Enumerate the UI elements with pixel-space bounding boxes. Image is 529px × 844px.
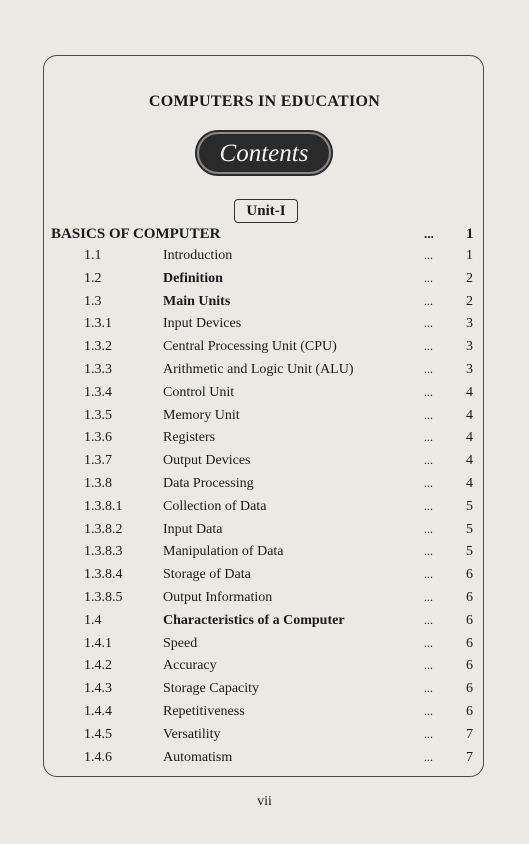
- toc-entry-title: Characteristics of a Computer: [163, 612, 345, 628]
- toc-entry-leader-dots: ...: [424, 248, 433, 262]
- toc-entry-number: 1.3.5: [84, 407, 112, 423]
- toc-entry-leader-dots: ...: [424, 498, 433, 513]
- toc-entry-number: 1.4.6: [84, 749, 112, 765]
- toc-entry-leader-dots: ...: [424, 544, 433, 559]
- toc-entry-leader-dots: ...: [424, 726, 433, 741]
- toc-entry-title: Versatility: [163, 726, 221, 742]
- toc-entry-title: Registers: [163, 430, 216, 446]
- toc-entry-page: 6: [466, 704, 473, 719]
- toc-entry-leader-dots: ...: [424, 635, 433, 650]
- toc-entry-page: 3: [466, 339, 473, 355]
- toc-entry[interactable]: [0, 499, 529, 521]
- toc-entry-number: 1.2: [84, 270, 102, 286]
- toc-entry-title: Input Devices: [163, 316, 242, 332]
- toc-entry[interactable]: [0, 704, 529, 726]
- toc-entry-title: Central Processing Unit (CPU): [163, 339, 337, 355]
- toc-entry-title: Memory Unit: [163, 407, 240, 423]
- section-title: BASICS OF COMPUTER: [51, 226, 221, 242]
- toc-entry-leader-dots: ...: [424, 658, 433, 673]
- unit-label: Unit-I: [234, 199, 298, 223]
- toc-entry-page: 7: [466, 749, 473, 765]
- toc-entry-title: Output Information: [163, 590, 273, 605]
- toc-entry[interactable]: [0, 727, 529, 749]
- toc-entry[interactable]: [0, 567, 529, 589]
- toc-entry-page: 6: [466, 612, 473, 628]
- toc-entry-page: 6: [466, 567, 473, 583]
- toc-entry-page: 5: [466, 498, 473, 514]
- toc-entry[interactable]: [0, 476, 529, 498]
- toc-entry-leader-dots: ...: [424, 293, 433, 308]
- toc-entry-number: 1.1: [84, 248, 102, 263]
- contents-badge: [197, 132, 331, 174]
- toc-entry-leader-dots: ...: [424, 612, 433, 627]
- toc-entry-leader-dots: ...: [424, 476, 433, 490]
- toc-entry-leader-dots: ...: [424, 384, 433, 399]
- section-leader-dots: ...: [424, 226, 434, 241]
- toc-entry-title: Automatism: [163, 749, 233, 765]
- toc-entry-page: 4: [466, 476, 473, 491]
- toc-entry-title: Input Data: [163, 521, 223, 537]
- toc-entry-title: Arithmetic and Logic Unit (ALU): [163, 362, 354, 377]
- toc-entry-leader-dots: ...: [424, 749, 433, 764]
- contents-label: Contents: [219, 139, 309, 167]
- toc-entry-title: Speed: [163, 635, 198, 651]
- toc-entry-title: Definition: [163, 270, 223, 286]
- toc-entry-number: 1.3.6: [84, 430, 112, 446]
- toc-entry[interactable]: [0, 522, 529, 544]
- toc-entry-page: 6: [466, 590, 473, 605]
- toc-entry-number: 1.3.3: [84, 362, 112, 377]
- toc-entry-number: 1.4.1: [84, 635, 112, 651]
- toc-entry-title: Main Units: [163, 293, 231, 309]
- toc-entry[interactable]: [0, 408, 529, 430]
- toc-entry-page: 4: [466, 384, 473, 400]
- toc-entry-page: 4: [466, 430, 473, 446]
- toc-entry[interactable]: [0, 316, 529, 338]
- toc-entry[interactable]: [0, 681, 529, 703]
- toc-entry-leader-dots: ...: [424, 430, 433, 445]
- toc-entry-page: 4: [466, 453, 473, 469]
- toc-entry-number: 1.4.2: [84, 658, 112, 674]
- toc-entry-number: 1.4.4: [84, 704, 112, 719]
- toc-entry-title: Accuracy: [163, 658, 217, 674]
- toc-entry-leader-dots: ...: [424, 362, 433, 376]
- toc-entry-title: Storage Capacity: [163, 681, 260, 697]
- toc-entry[interactable]: [0, 613, 529, 635]
- toc-entry-number: 1.3.8.3: [84, 544, 123, 560]
- toc-entry[interactable]: [0, 294, 529, 316]
- toc-entry[interactable]: [0, 339, 529, 361]
- toc-entry-page: 6: [466, 658, 473, 674]
- toc-entry-title: Collection of Data: [163, 498, 267, 514]
- toc-entry-page: 2: [466, 293, 473, 309]
- toc-entry-leader-dots: ...: [424, 681, 433, 696]
- toc-entry-title: Data Processing: [163, 476, 254, 491]
- toc-entry[interactable]: [0, 750, 529, 772]
- toc-entry-leader-dots: ...: [424, 590, 433, 604]
- toc-entry-page: 6: [466, 635, 473, 651]
- toc-entry[interactable]: [0, 385, 529, 407]
- section-page-number: 1: [466, 226, 474, 242]
- toc-entry[interactable]: [0, 544, 529, 566]
- toc-entry-page: 6: [466, 681, 473, 697]
- toc-entry-title: Repetitiveness: [163, 704, 245, 719]
- toc-entry-page: 5: [466, 544, 473, 560]
- toc-entry[interactable]: [0, 636, 529, 658]
- toc-entry-number: 1.3.4: [84, 384, 112, 400]
- page-number: vii: [257, 794, 272, 809]
- toc-entry-leader-dots: ...: [424, 407, 433, 422]
- toc-entry[interactable]: [0, 362, 529, 384]
- toc-entry-leader-dots: ...: [424, 453, 433, 468]
- toc-entry-number: 1.3.8.1: [84, 498, 123, 514]
- toc-entry-number: 1.3.8.2: [84, 521, 123, 537]
- toc-entry-number: 1.3.2: [84, 339, 112, 355]
- toc-entry-number: 1.4: [84, 612, 102, 628]
- toc-entry-page: 5: [466, 521, 473, 537]
- toc-entry-leader-dots: ...: [424, 704, 433, 718]
- toc-entry-leader-dots: ...: [424, 521, 433, 536]
- toc-entry-number: 1.3.1: [84, 316, 112, 332]
- toc-entry-number: 1.3: [84, 293, 102, 309]
- toc-entry-title: Control Unit: [163, 384, 235, 400]
- toc-entry-title: Manipulation of Data: [163, 544, 284, 560]
- toc-entry-number: 1.3.7: [84, 453, 112, 469]
- toc-entry-number: 1.4.3: [84, 681, 112, 697]
- toc-entry[interactable]: [0, 453, 529, 475]
- toc-entry-leader-dots: ...: [424, 316, 433, 331]
- toc-entry-page: 1: [466, 248, 473, 263]
- toc-entry-page: 3: [466, 362, 473, 377]
- toc-entry-page: 4: [466, 407, 473, 423]
- toc-entry-number: 1.3.8: [84, 476, 112, 491]
- toc-entry-page: 7: [466, 726, 473, 742]
- toc-entry-leader-dots: ...: [424, 270, 433, 285]
- toc-entry[interactable]: [0, 590, 529, 612]
- toc-entry-number: 1.4.5: [84, 726, 112, 742]
- toc-entry[interactable]: [0, 658, 529, 680]
- toc-entry-title: Introduction: [163, 248, 233, 263]
- toc-entry-number: 1.3.8.5: [84, 590, 123, 605]
- toc-entry[interactable]: [0, 271, 529, 293]
- toc-entry-page: 3: [466, 316, 473, 332]
- book-title: COMPUTERS IN EDUCATION: [148, 93, 381, 110]
- toc-entry[interactable]: [0, 430, 529, 452]
- toc-entry-leader-dots: ...: [424, 339, 433, 354]
- toc-entry-number: 1.3.8.4: [84, 567, 123, 583]
- toc-entry-title: Output Devices: [163, 453, 251, 469]
- toc-entry-page: 2: [466, 270, 473, 286]
- toc-entry-leader-dots: ...: [424, 567, 433, 582]
- toc-entry[interactable]: [0, 248, 529, 270]
- toc-entry-title: Storage of Data: [163, 567, 251, 583]
